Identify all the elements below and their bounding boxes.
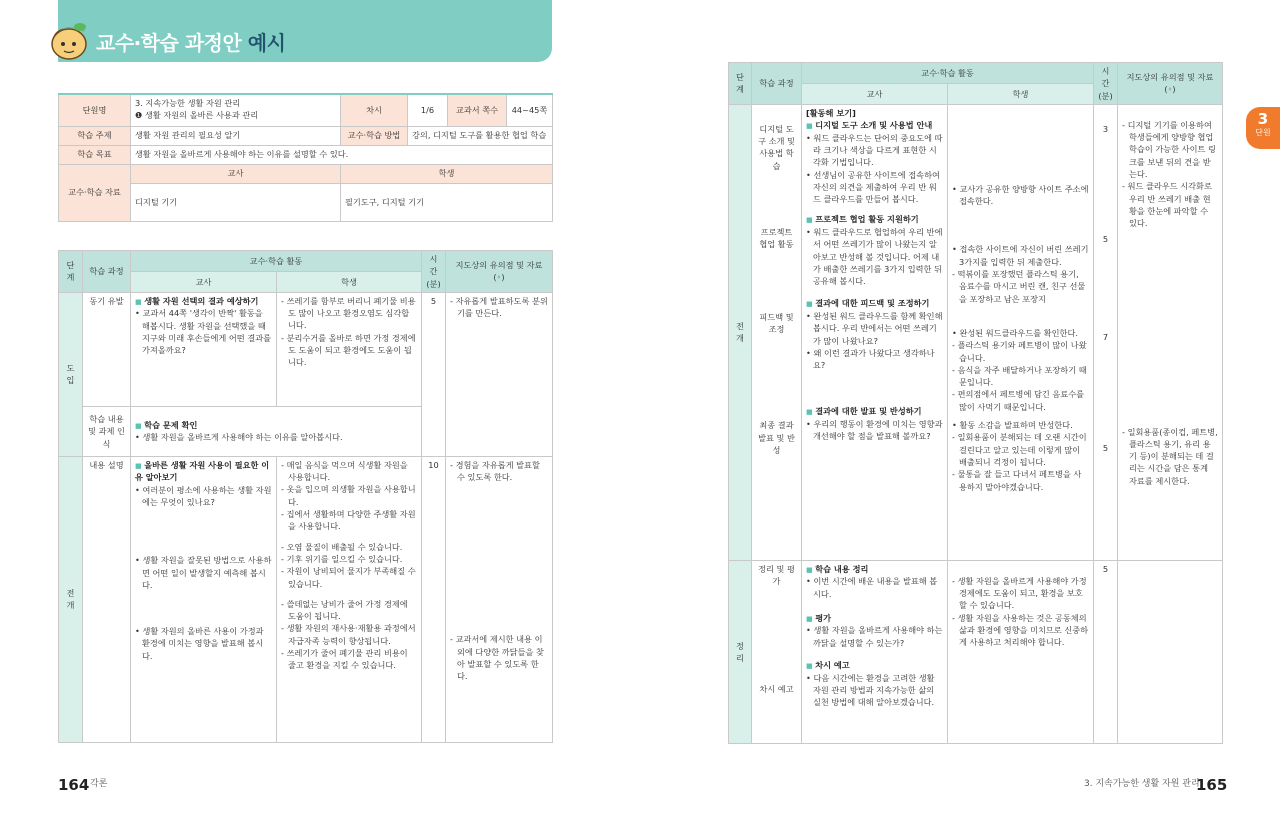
header-process: 학습 과정 bbox=[83, 251, 131, 293]
goal-value: 생활 자원을 올바르게 사용해야 하는 이유를 설명할 수 있다. bbox=[131, 145, 553, 164]
teacher-cell: ■ 생활 자원 선택의 결과 예상하기 • 교과서 44쪽 '생각이 반짝' 활동을 해봅시다. 생활 자원을 선택했을 때 지구와 미래 후손들에게 어떤 결과를 가져올까요? bbox=[131, 292, 277, 406]
right-activity-table bbox=[728, 62, 1223, 744]
process-task: 학습 내용 및 과제 인식 bbox=[83, 406, 131, 456]
student-cell: - 매일 음식을 먹으며 식생활 자원을 사용합니다. - 옷을 입으며 의생활 자원을 사용합니다. - 집에서 생활하며 다양한 주생활 자원을 사용합니다. - 오염 물질이 배출될 수 있습니다. - 기후 위기를 일으킬 수 있습니다. - 자원이 낭비되어 물지가 부족해질 수 있습니다. - 쓸데없는 낭비가 줄어 가정 경제에 도움이 됩니다. - 생활 자원의 재사용·재활용 과정에서 자급자족 능력이 향상됩니다. - 쓰레기가 줄어 폐기물 관리 비용이 줄고 환경을 지킬 수 있습니다. bbox=[277, 456, 422, 742]
header-activity: 교수·학습 활동 bbox=[802, 63, 1094, 84]
unit-value: 3. 지속가능한 생활 자원 관리 ❶ 생활 자원의 올바른 사용과 관리 bbox=[131, 94, 341, 126]
method-label: 교수·학습 방법 bbox=[341, 126, 408, 145]
material-label: 교수·학습 자료 bbox=[59, 164, 131, 221]
stage-dev: 전개 bbox=[729, 104, 752, 560]
notes-cell: - 디지털 기기를 이용하여 학생들에게 양방향 협업 학습이 가능한 사이트 링크를 보낸 뒤의 견을 받는다. - 워드 클라우드 시각화로 우리 반 쓰레기 배출 현황을 한눈에 파악할 수 있다. - 일회용품(종이컵, 페트병, 플라스틱 용기, 유리 용기 등)이 분해되는 데 걸리는 시간을 담은 통계 자료를 제시한다. bbox=[1118, 104, 1223, 560]
time-cell: 10 bbox=[422, 456, 446, 742]
topic-label: 학습 주제 bbox=[59, 126, 131, 145]
teacher-cell: ■ 학습 내용 정리 • 이번 시간에 배운 내용을 발표해 봅시다. ■ 평가 • 생활 자원을 올바르게 사용해야 하는 까닭을 설명할 수 있는가? ■ 차시 예고 • 다음 시간에는 환경을 고려한 생활 자원 관리 방법과 지속가능한 삶의 실천 방법에 대해 알아보겠습니다. bbox=[802, 560, 948, 743]
left-page-label: 각론 bbox=[90, 779, 108, 789]
page-title: 교수·학습 과정안 예시 bbox=[96, 31, 286, 55]
time-column: 3 5 7 5 bbox=[1094, 104, 1118, 560]
material-teacher-header: 교사 bbox=[131, 164, 341, 183]
period-label: 차시 bbox=[341, 94, 408, 126]
chapter-tab[interactable]: 3 단원 bbox=[1246, 107, 1280, 149]
student-cell: - 생활 자원을 올바르게 사용해야 가정 경제에도 도움이 되고, 환경을 보호할 수 있습니다. - 생활 자원을 사용하는 것은 공동체의 삶과 환경에 영향을 미치므로 신중하게 사용하고 처리해야 합니다. bbox=[948, 560, 1094, 743]
header-teacher: 교사 bbox=[802, 84, 948, 104]
textbook-label: 교과서 쪽수 bbox=[448, 94, 507, 126]
notes-cell: - 경험을 자유롭게 발표할 수 있도록 한다. - 교과서에 제시한 내용 이외에 다양한 까닭들을 찾아 발표할 수 있도록 한다. bbox=[446, 456, 553, 742]
header-notes: 지도상의 유의점 및 자료(◦) bbox=[1118, 63, 1223, 105]
header-time: 시간 (분) bbox=[422, 251, 446, 293]
time-cell: 5 bbox=[422, 292, 446, 456]
textbook-value: 44~45쪽 bbox=[507, 94, 553, 126]
left-page-number: 164 bbox=[58, 776, 90, 794]
header-student: 학생 bbox=[948, 84, 1094, 104]
material-student-header: 학생 bbox=[341, 164, 553, 183]
process-column: 디지털 도구 소개 및 사용법 학습 프로젝트 협업 활동 피드백 및 조정 최종 결과 발표 및 반성 bbox=[752, 104, 802, 560]
time-cell: 5 bbox=[1094, 560, 1118, 743]
mascot-icon bbox=[45, 18, 91, 62]
stage-intro: 도입 bbox=[59, 292, 83, 456]
student-cell: - 쓰레기를 함부로 버리니 폐기물 비용도 많이 나오고 환경오염도 심각합니다. - 분리수거를 올바로 하면 가정 경제에도 도움이 되고 환경에도 도움이 됩니다. bbox=[277, 292, 422, 406]
notes-cell bbox=[1118, 560, 1223, 743]
header-notes: 지도상의 유의점 및 자료(◦) bbox=[446, 251, 553, 293]
header-stage: 단계 bbox=[59, 251, 83, 293]
process-column: 정리 및 평가 차시 예고 bbox=[752, 560, 802, 743]
header-stage: 단계 bbox=[729, 63, 752, 105]
teacher-cell: ■ 올바른 생활 자원 사용이 필요한 이유 알아보기 • 여러분이 평소에 사용하는 생활 자원에는 무엇이 있나요? • 생활 자원을 잘못된 방법으로 사용하면 어떤 일이 발생할지 예측해 봅시다. • 생활 자원의 올바른 사용이 가정과 환경에 미치는 영향을 발표해 봅시다. bbox=[131, 456, 277, 742]
period-value: 1/6 bbox=[408, 94, 448, 126]
right-page-label: 3. 지속가능한 생활 자원 관리 bbox=[1084, 779, 1200, 789]
right-page-number: 165 bbox=[1196, 776, 1228, 794]
unit-label: 단원명 bbox=[59, 94, 131, 126]
stage-dev: 전개 bbox=[59, 456, 83, 742]
process-motivation: 동기 유발 bbox=[83, 292, 131, 406]
stage-close: 정리 bbox=[729, 560, 752, 743]
header-teacher: 교사 bbox=[131, 271, 277, 292]
header-student: 학생 bbox=[277, 271, 422, 292]
lesson-info-table bbox=[58, 93, 553, 222]
header-activity: 교수·학습 활동 bbox=[131, 251, 422, 272]
teacher-material: 디지털 기기 bbox=[131, 183, 341, 221]
notes-cell: - 자유롭게 발표하도록 분위기를 만든다. bbox=[446, 292, 553, 456]
topic-value: 생활 자원 관리의 필요성 알기 bbox=[131, 126, 341, 145]
left-activity-table bbox=[58, 250, 553, 743]
teacher-cell: ■ 학습 문제 확인 • 생활 자원을 올바르게 사용해야 하는 이유를 알아봅시다. bbox=[131, 406, 422, 456]
header-process: 학습 과정 bbox=[752, 63, 802, 105]
method-value: 강의, 디지털 도구를 활용한 협업 학습 bbox=[408, 126, 553, 145]
teacher-cell: [활동해 보기] ■ 디지털 도구 소개 및 사용법 안내 • 워드 클라우드는 단어의 중요도에 따라 크기나 색상을 다르게 표현한 시각화 기법입니다. • 선생님이 공유한 사이트에 접속하여 자신의 의견을 제출하여 우리 반 워드 클라우드를 만들어 봅시다. ■ 프로젝트 협업 활동 지원하기 • 워드 클라우드로 협업하여 우리 반에서 어떤 쓰레기가 많이 나왔는지 알아보고 반성해 볼 것입니다. 어제 내가 배출한 쓰레기를 3가지 입력한 뒤 공유해 봅시다. ■ 결과에 대한 피드백 및 조정하기 • 완성된 워드 클라우드를 함께 확인해 봅시다. 우리 반에서는 어떤 쓰레기가 많이 나왔나요? • 왜 이런 결과가 나왔다고 생각하나요? ■ 결과에 대한 발표 및 반성하기 • 우리의 행동이 환경에 미치는 영향과 개선해야 할 점을 발표해 볼까요? bbox=[802, 104, 948, 560]
goal-label: 학습 목표 bbox=[59, 145, 131, 164]
header-time: 시간 (분) bbox=[1094, 63, 1118, 105]
student-material: 필기도구, 디지털 기기 bbox=[341, 183, 553, 221]
process-explain: 내용 설명 bbox=[83, 456, 131, 742]
student-cell: • 교사가 공유한 양방향 사이트 주소에 접속한다. • 접속한 사이트에 자신이 버린 쓰레기 3가지를 입력한 뒤 제출한다. - 떡볶이를 포장했던 플라스틱 용기, 음료수를 마시고 버린 캔, 친구 선물을 포장하고 남은 포장지 • 완성된 워드클라우드를 확인한다. - 플라스틱 용기와 페트병이 많이 나왔습니다. - 음식을 자주 배달하거나 포장하기 때문입니다. - 편의점에서 페트병에 담긴 음료수를 많이 사먹기 때문입니다. • 활동 소감을 발표하며 반성한다. - 일회용품이 분해되는 데 오랜 시간이 걸린다고 알고 있는데 이렇게 많이 배출되니 걱정이 됩니다. - 물통을 잘 들고 다녀서 페트병을 사용하지 말아야겠습니다. bbox=[948, 104, 1094, 560]
